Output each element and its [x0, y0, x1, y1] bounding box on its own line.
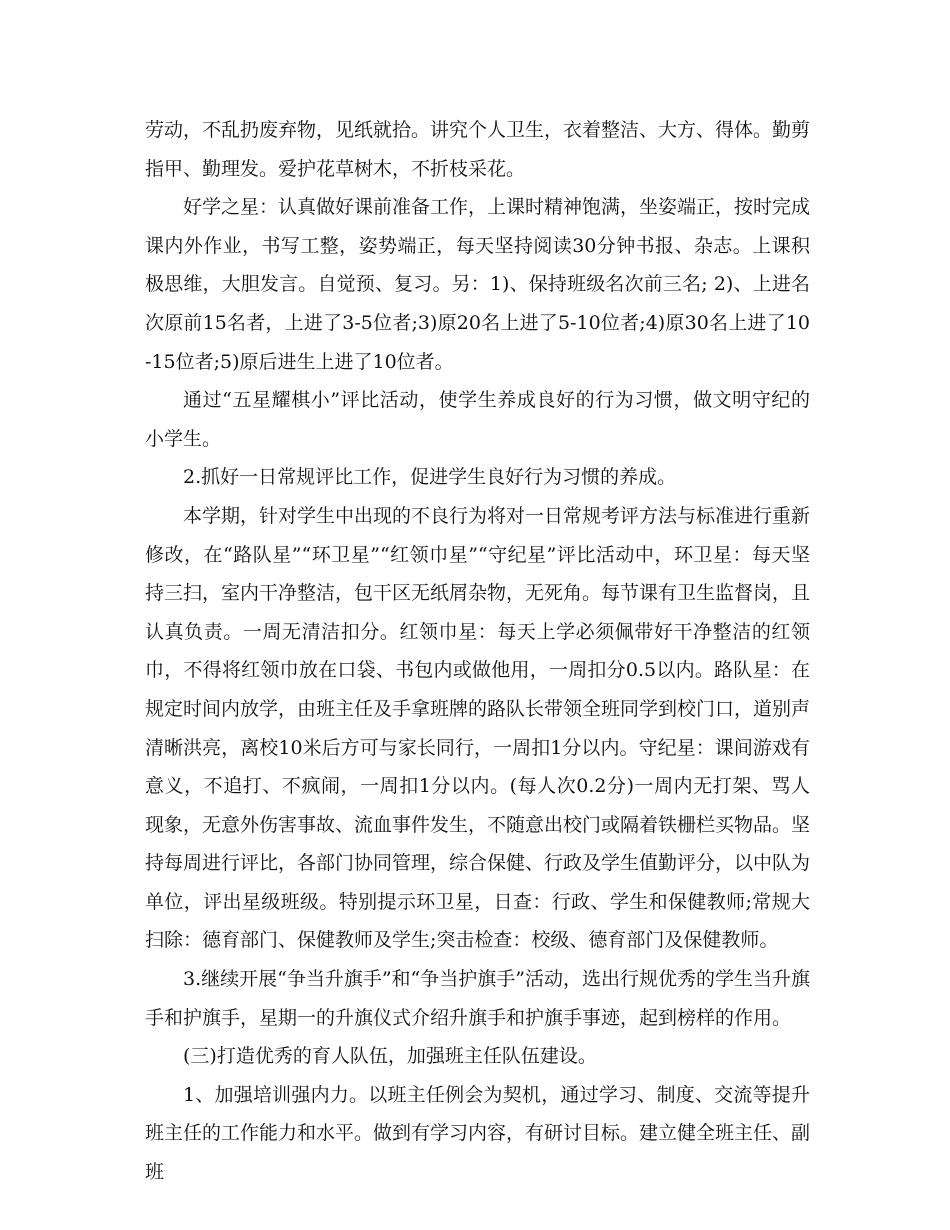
paragraph-study-star: 好学之星：认真做好课前准备工作，上课时精神饱满，坐姿端正，按时完成课内外作业，书写工整，姿势端正，每天坚持阅读30分钟书报、杂志。上课积极思维，大胆发言。自觉预、复习。另：1)、保持班级名次前三名; 2)、上进名次原前15名者，上进了3-5位者;3)原20名上进了5-10位者;4)原30名上进了10-15位者;5)原后进生上进了10位者。 — [145, 196, 811, 373]
document-body — [145, 111, 810, 1192]
paragraph-training: 1、加强培训强内力。以班主任例会为契机，通过学习、制度、交流等提升班主任的工作能力和水平。做到有学习内容，有研讨目标。建立健全班主任、副班 — [145, 1083, 811, 1184]
paragraph-section-three-heading: (三)打造优秀的育人队伍，加强班主任队伍建设。 — [183, 1045, 597, 1068]
paragraph-labor-continuation: 劳动，不乱扔废弃物，见纸就拾。讲究个人卫生，衣着整洁、大方、得体。勤剪指甲、勤理发。爱护花草树木，不折枝采花。 — [145, 119, 811, 180]
paragraph-flag-bearer-activity: 3.继续开展“争当升旗手”和“争当护旗手”活动，选出行规优秀的学生当升旗手和护旗手，星期一的升旗仪式介绍升旗手和护旗手事迹，起到榜样的作用。 — [145, 968, 810, 1029]
paragraph-five-star-summary: 通过“五星耀棋小”评比活动，使学生养成良好的行为习惯，做文明守纪的小学生。 — [145, 389, 810, 450]
paragraph-daily-routine-details: 本学期，针对学生中出现的不良行为将对一日常规考评方法与标准进行重新修改，在“路队星”“环卫星”“红领巾星”“守纪星”评比活动中，环卫星：每天坚持三扫，室内干净整洁，包干区无纸屑杂物，无死角。每节课有卫生监督岗，且认真负责。一周无清洁扣分。红领巾星：每天上学必须佩带好干净整洁的红领巾，不得将红领巾放在口袋、书包内或做他用，一周扣分0.5以内。路队星：在规定时间内放学，由班主任及手拿班牌的路队长带领全班同学到校门口，道别声清晰洪亮，离校10米后方可与家长同行，一周扣1分以内。守纪星：课间游戏有意义，不追打、不疯闹，一周扣1分以内。(每人次0.2分)一周内无打架、骂人现象，无意外伤害事故、流血事件发生，不随意出校门或隔着铁栅栏买物品。坚持每周进行评比，各部门协同管理，综合保健、行政及学生值勤评分，以中队为单位，评出星级班级。特别提示环卫星，日查：行政、学生和保健教师;常规大扫除：德育部门、保健教师及学生;突击检查：校级、德育部门及保健教师。 — [145, 504, 811, 952]
paragraph-daily-routine-heading: 2.抓好一日常规评比工作，促进学生良好行为习惯的养成。 — [183, 466, 677, 489]
